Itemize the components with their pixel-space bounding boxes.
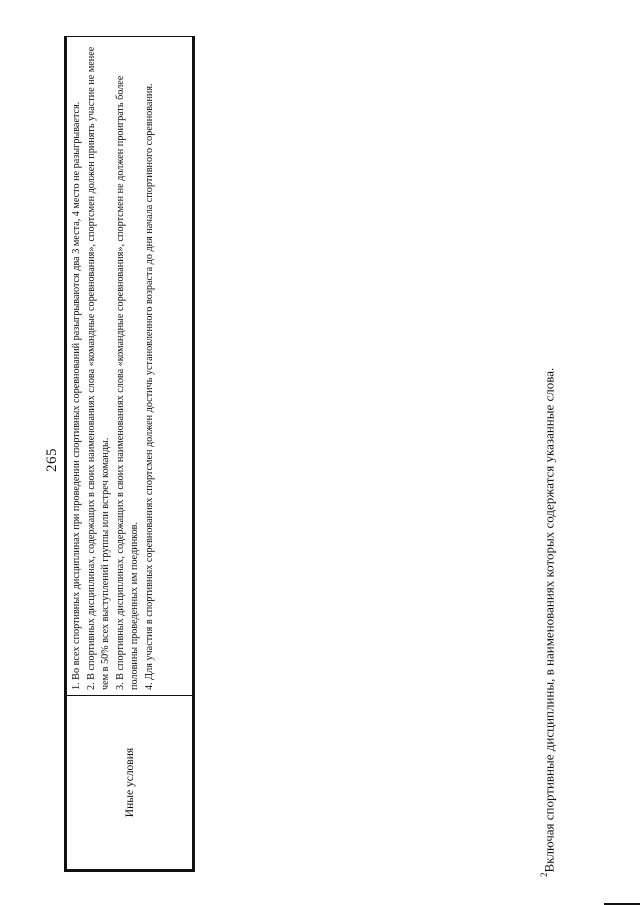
conditions-content bbox=[66, 37, 194, 696]
footnote-marker: 2 bbox=[539, 872, 549, 877]
conditions-label: Иные условия bbox=[66, 696, 194, 871]
rule-item-1: 1. Во всех спортивных дисциплинах при проведении спортивных соревнований разыгрываются два 3 места, 4 место не разыгрывается. bbox=[71, 101, 82, 690]
table-row bbox=[66, 37, 194, 871]
rule-item-2: 2. В спортивных дисциплинах, содержащих в своих наименованиях слова «командные соревнования», спортсмен должен принять участие не менее чем в 50% всех выступлений группы или встреч команды. bbox=[85, 46, 112, 690]
footnote-text: Включая спортивные дисциплины, в наименованиях которых содержатся указанные слова. bbox=[541, 367, 557, 873]
rule-item-3: 3. В спортивных дисциплинах, содержащих в своих наименованиях слова «командные соревнования», спортсмен не должен проиграть более половины проведенных им поединков. bbox=[114, 75, 141, 690]
page-number: 265 bbox=[44, 448, 60, 472]
conditions-table bbox=[64, 36, 195, 872]
footnote bbox=[540, 368, 557, 877]
rule-item-4: 4. Для участия в спортивных соревнованиях спортсмен должен достичь установленного возраста до дня начала спортивного соревнования. bbox=[143, 83, 155, 690]
